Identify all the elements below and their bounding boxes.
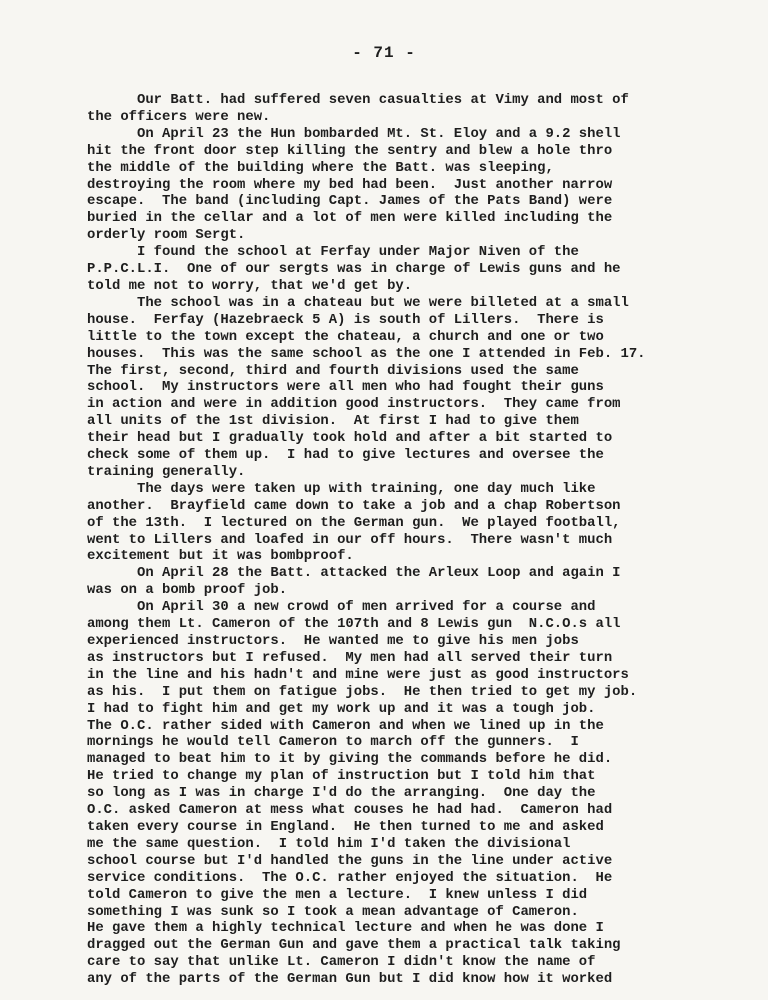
text-line: hit the front door step killing the sentry and blew a hole thro xyxy=(87,142,613,159)
text-line: I found the school at Ferfay under Major Niven of the xyxy=(87,244,579,261)
text-line: service conditions. The O.C. rather enjoyed the situation. He xyxy=(87,869,613,886)
page-body-text xyxy=(87,92,727,988)
text-line: buried in the cellar and a lot of men were killed including the xyxy=(87,210,613,227)
text-line: He tried to change my plan of instruction but I told him that xyxy=(87,768,596,785)
text-line: experienced instructors. He wanted me to give his men jobs xyxy=(87,633,579,649)
text-line: little to the town except the chateau, a church and one or two xyxy=(87,328,604,345)
text-line: On April 28 the Batt. attacked the Arleux Loop and again I xyxy=(87,565,621,582)
text-line: Our Batt. had suffered seven casualties at Vimy and most of xyxy=(87,92,629,108)
text-line: the officers were new. xyxy=(87,108,271,125)
text-line: school. My instructors were all men who had fought their guns xyxy=(87,379,604,396)
text-line: of the 13th. I lectured on the German gun. We played football, xyxy=(87,514,621,531)
text-line: something I was sunk so I took a mean advantage of Cameron. xyxy=(87,903,579,920)
text-line: excitement but it was bombproof. xyxy=(87,548,354,565)
text-line: managed to beat him to it by giving the commands before he did. xyxy=(87,751,613,768)
text-line: The days were taken up with training, one day much like xyxy=(87,480,596,497)
text-line: I had to fight him and get my work up and it was a tough job. xyxy=(87,700,596,717)
text-line: another. Brayfield came down to take a job and a chap Robertson xyxy=(87,497,621,514)
text-line: The first, second, third and fourth divisions used the same xyxy=(87,362,579,379)
text-line: O.C. asked Cameron at mess what couses he had had. Cameron had xyxy=(87,802,613,819)
text-line: me the same question. I told him I'd taken the divisional xyxy=(87,835,571,852)
text-line: check some of them up. I had to give lectures and oversee the xyxy=(87,447,604,464)
text-line: was on a bomb proof job. xyxy=(87,582,288,599)
text-line: houses. This was the same school as the one I attended in Feb. 17. xyxy=(87,345,646,362)
text-line: orderly room Sergt. xyxy=(87,227,246,244)
text-line: On April 30 a new crowd of men arrived for a course and xyxy=(87,599,596,616)
text-line: among them Lt. Cameron of the 107th and 8 Lewis gun N.C.O.s all xyxy=(87,616,621,633)
text-line: went to Lillers and loafed in our off hours. There wasn't much xyxy=(87,531,613,548)
text-line: care to say that unlike Lt. Cameron I didn't know the name of xyxy=(87,954,596,971)
text-line: all units of the 1st division. At first I had to give them xyxy=(87,413,579,430)
text-line: house. Ferfay (Hazebraeck 5 A) is south of Lillers. There is xyxy=(87,311,604,328)
text-line: their head but I gradually took hold and after a bit started to xyxy=(87,430,613,447)
text-line: as his. I put them on fatigue jobs. He then tried to get my job. xyxy=(87,683,638,700)
text-line: He gave them a highly technical lecture and when he was done I xyxy=(87,920,604,937)
text-line: so long as I was in charge I'd do the arranging. One day the xyxy=(87,785,596,802)
text-line: escape. The band (including Capt. James of the Pats Band) were xyxy=(87,193,613,210)
text-line: told Cameron to give the men a lecture. I knew unless I did xyxy=(87,886,588,903)
text-line: told me not to worry, that we'd get by. xyxy=(87,277,413,294)
text-line: training generally. xyxy=(87,463,246,480)
text-line: The O.C. rather sided with Cameron and when we lined up in the xyxy=(87,717,604,734)
text-line: dragged out the German Gun and gave them a practical talk taking xyxy=(87,937,621,954)
text-line: in action and were in addition good instructors. They came from xyxy=(87,396,621,413)
page-number: - 71 - xyxy=(352,44,416,62)
text-line: the middle of the building where the Batt. was sleeping, xyxy=(87,159,554,176)
text-line: The school was in a chateau but we were billeted at a small xyxy=(87,294,629,311)
text-line: mornings he would tell Cameron to march off the gunners. I xyxy=(87,734,579,751)
text-line: as instructors but I refused. My men had all served their turn xyxy=(87,649,613,666)
text-line: destroying the room where my bed had been. Just another narrow xyxy=(87,176,613,193)
text-line: taken every course in England. He then turned to me and asked xyxy=(87,818,604,835)
text-line: P.P.C.L.I. One of our sergts was in charge of Lewis guns and he xyxy=(87,261,621,278)
text-line: any of the parts of the German Gun but I did know how it worked xyxy=(87,971,613,988)
text-line: in the line and his hadn't and mine were just as good instructors xyxy=(87,666,629,683)
text-line: school course but I'd handled the guns in the line under active xyxy=(87,852,613,869)
text-line: On April 23 the Hun bombarded Mt. St. Eloy and a 9.2 shell xyxy=(87,125,621,142)
